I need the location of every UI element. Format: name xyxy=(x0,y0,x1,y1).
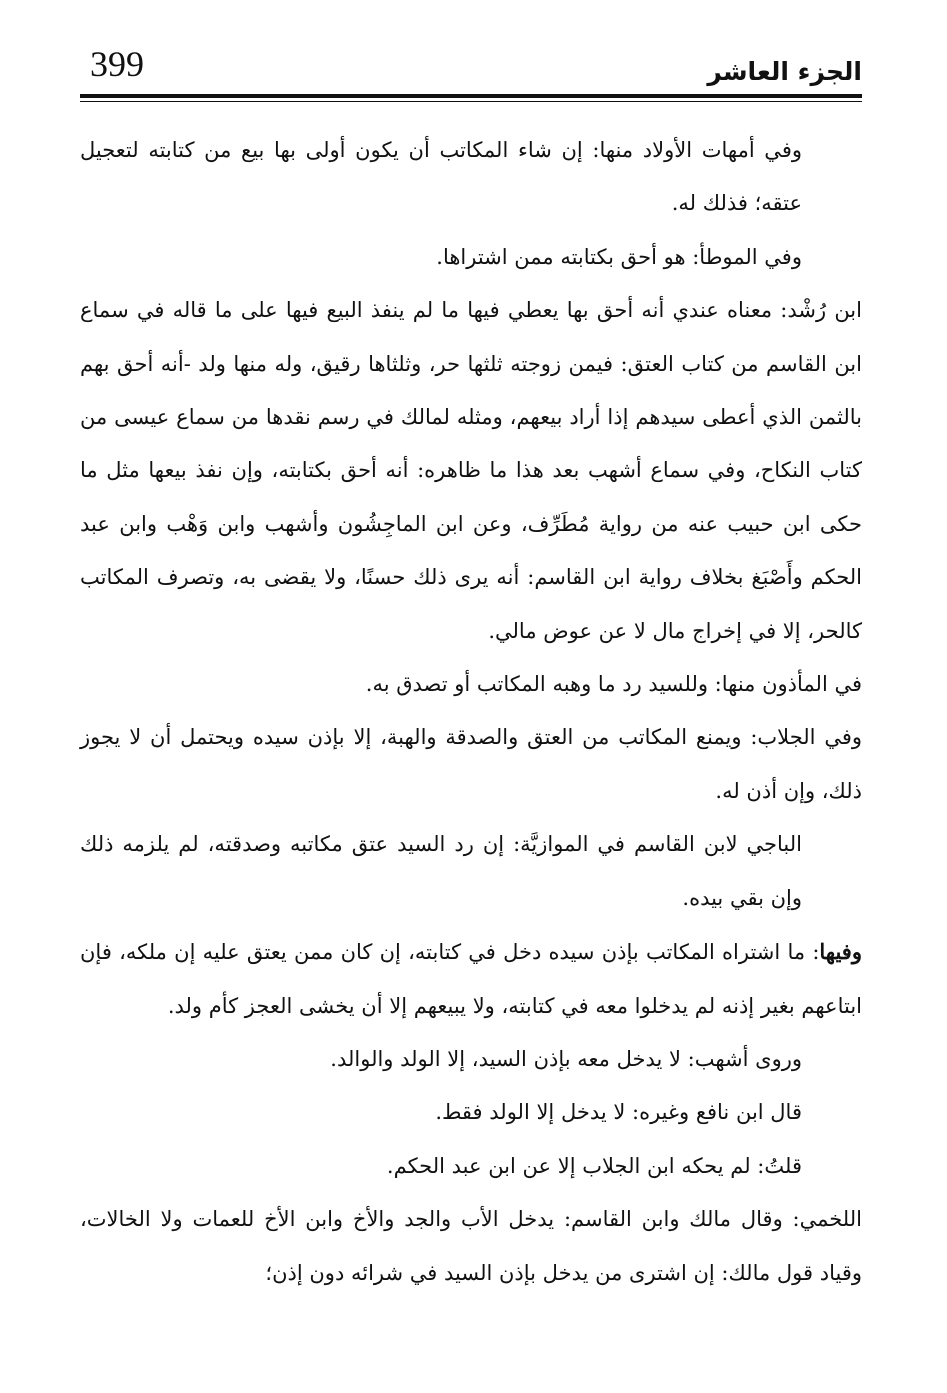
paragraph-text: قال ابن نافع وغيره: لا يدخل إلا الولد فقط. xyxy=(435,1100,802,1125)
paragraph-ibn-rushd xyxy=(80,284,862,658)
page-number: 399 xyxy=(90,44,144,84)
paragraph-lakhmi xyxy=(80,1193,862,1300)
paragraph-jallab xyxy=(80,711,862,818)
paragraph-text: اللخمي: وقال مالك وابن القاسم: يدخل الأب والجد والأخ وابن الأخ للعمات ولا الخالات، وقياد قول مالك: إن اشترى من يدخل بإذن السيد في شرائه دون إذن؛ xyxy=(80,1207,862,1285)
paragraph-ibn-nafi xyxy=(80,1086,862,1139)
header-rule-thin xyxy=(80,101,862,102)
paragraph-muwatta xyxy=(80,231,862,284)
page-header xyxy=(80,40,862,96)
paragraph-wa-fiha xyxy=(80,925,862,1033)
header-rule-thick xyxy=(80,94,862,98)
book-page xyxy=(80,40,862,1360)
paragraph-ashhab xyxy=(80,1033,862,1086)
paragraph-madhun xyxy=(80,658,862,711)
paragraph-text: في المأذون منها: وللسيد رد ما وهبه المكاتب أو تصدق به. xyxy=(365,672,862,697)
paragraph-text: قلتُ: لم يحكه ابن الجلاب إلا عن ابن عبد الحكم. xyxy=(386,1153,802,1178)
paragraph-text: وفي الموطأ: هو أحق بكتابته ممن اشتراها. xyxy=(436,244,802,269)
paragraph-baji xyxy=(80,818,862,925)
paragraph-text: وروى أشهب: لا يدخل معه بإذن السيد، إلا الولد والوالد. xyxy=(330,1046,802,1071)
paragraph-umahat xyxy=(80,124,862,231)
paragraph-text: ابن رُشْد: معناه عندي أنه أحق بها يعطي فيها ما لم ينفذ البيع فيها على ما قاله في سماع ابن القاسم من كتاب العتق: فيمن زوجته ثلثها حر، وثلثاها رقيق، وله منها ولد -أنه أحق بهم بالثمن الذي أعطى سيدهم إذا أراد بيعهم، ومثله لمالك في رسم نقدها من سماع عيسى من كتاب النكاح، وفي سماع أشهب بعد هذا ما ظاهره: أنه أحق بكتابته، وإن نفذ بيعها مثل ما حكى ابن حبيب عنه من رواية مُطَرِّف، وعن ابن الماجِشُون وأشهب وابن وَهْب وابن عبد الحكم وأَصْبَغ بخلاف رواية ابن القاسم: أنه يرى ذلك حسنًا، ولا يقضى به، وتصرف المكاتب كالحر، إلا في إخراج مال لا عن عوض مالي. xyxy=(80,298,862,643)
paragraph-text: الباجي لابن القاسم في الموازيَّة: إن رد السيد عتق مكاتبه وصدقته، لم يلزمه ذلك وإن بقي بيده. xyxy=(80,832,802,910)
paragraph-text: وفي الجلاب: ويمنع المكاتب من العتق والصدقة والهبة، إلا بإذن سيده ويحتمل أن لا يجوز ذلك، وإن أذن له. xyxy=(80,725,862,803)
paragraph-text: : ما اشتراه المكاتب بإذن سيده دخل في كتابته، إن كان ممن يعتق عليه إن ملكه، فإن ابتاعهم بغير إذنه لم يدخلوا معه في كتابته، ولا يبيعهم إلا أن يخشى العجز كأم ولد. xyxy=(80,940,862,1018)
paragraph-text: وفي أمهات الأولاد منها: إن شاء المكاتب أن يكون أولى بها بيع من كتابته لتعجيل عتقه؛ فذلك له. xyxy=(80,138,802,216)
paragraph-qultu xyxy=(80,1140,862,1193)
paragraph-lead: وفيها xyxy=(819,939,862,965)
body-text xyxy=(80,124,862,1300)
running-title: الجزء العاشر xyxy=(707,57,862,86)
